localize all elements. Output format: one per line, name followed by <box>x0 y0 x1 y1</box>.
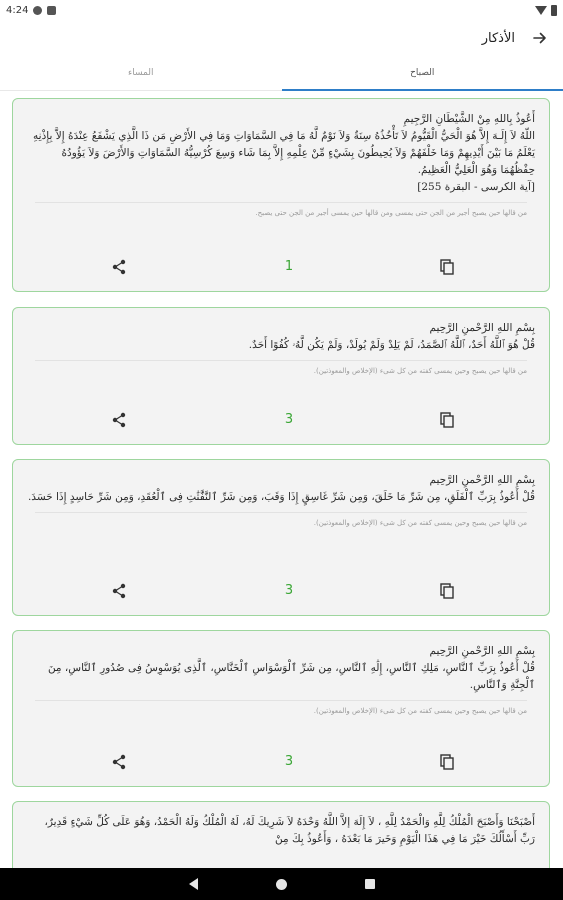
status-bar <box>0 0 563 20</box>
card-actions <box>13 410 549 430</box>
dhikr-card <box>12 307 550 445</box>
tab-evening[interactable] <box>0 56 282 90</box>
tab-bar <box>0 56 563 91</box>
dhikr-virtue: من قالها حين يصبح وحين يمسى كفته من كل شىء (الإخلاص والمعوذتين). <box>313 707 527 715</box>
tab-evening-label: المساء <box>128 68 154 78</box>
system-nav-bar <box>0 868 563 900</box>
page-title: الأذكار <box>481 30 515 46</box>
dhikr-virtue: من قالها حين يصبح أجير من الجن حتى يمسى ومن قالها حين يمسى أجير من الجن حتى يصبح. <box>255 209 527 217</box>
share-button[interactable] <box>109 410 129 430</box>
nav-back-icon[interactable] <box>189 878 198 890</box>
card-actions <box>13 257 549 277</box>
share-icon <box>109 752 129 772</box>
notification-icon <box>33 6 42 15</box>
share-icon <box>109 257 129 277</box>
share-button[interactable] <box>109 752 129 772</box>
copy-button[interactable] <box>437 257 457 277</box>
copy-button[interactable] <box>437 410 457 430</box>
tab-morning-label: الصباح <box>410 68 435 78</box>
dhikr-text: أَصْبَحْنَا وَأَصْبَحَ الْمُلْكُ لِلَّهِ وَالْحَمْدُ لِلَّهِ ، لاَ إِلَهَ إلاَّ اللَّهُ وَحْدَهُ لاَ شَرِيكَ لَهُ، لَهُ الْمُلْكُ وَلَهُ الْحَمْدُ، وَهُوَ عَلَى كُلِّ شَيْءٍ قَدِيرٌ، رَبِّ أَسْأَلُكَ خَيْرَ مَا فِي هَذَا الْيَوْمِ وَخَيرَ مَا بَعْدَهُ ، وَأَعُوذُ بِكَ مِنْ <box>44 816 535 845</box>
dhikr-text: بِسْمِ اللهِ الرَّحْمنِ الرَّحِيم قُلْ أَعُوذُ بِرَبِّ ٱلنَّاسِ، مَلِكِ ٱلنَّاسِ، إِلَٰهِ ٱلنَّاسِ، مِن شَرِّ ٱلْوَسْوَاسِ ٱلْخَنَّاسِ، ٱلَّذِى يُوَسْوِسُ فِى صُدُورِ ٱلنَّاسِ، مِنَ ٱلْجِنَّةِ وَٱلنَّاسِ. <box>47 645 535 691</box>
dhikr-card <box>12 459 550 616</box>
repeat-counter[interactable]: 1 <box>284 259 294 274</box>
nav-home-icon[interactable] <box>276 879 287 890</box>
battery-icon <box>551 5 557 16</box>
repeat-counter[interactable]: 3 <box>284 754 294 769</box>
wifi-icon <box>535 6 547 15</box>
copy-button[interactable] <box>437 752 457 772</box>
status-time: 4:24 <box>6 4 29 16</box>
nav-recents-icon[interactable] <box>365 879 375 889</box>
dhikr-card <box>12 630 550 787</box>
dhikr-text: بِسْمِ اللهِ الرَّحْمنِ الرَّحِيم قُلْ أَعُوذُ بِرَبِّ ٱلْفَلَقِ، مِن شَرِّ مَا خَلَقَ، وَمِن شَرِّ غَاسِقٍ إِذَا وَقَبَ، وَمِن شَرِّ ٱلنَّفَّٰثَٰتِ فِى ٱلْعُقَدِ، وَمِن شَرِّ حَاسِدٍ إِذَا حَسَدَ. <box>27 474 535 503</box>
copy-icon <box>437 410 457 430</box>
repeat-counter[interactable]: 3 <box>284 583 294 598</box>
arrow-right-icon <box>533 31 547 45</box>
share-icon <box>109 581 129 601</box>
dhikr-text: بِسْمِ اللهِ الرَّحْمنِ الرَّحِيم قُلْ هُوَ ٱللَّهُ أَحَدٌ، ٱللَّهُ ٱلصَّمَدُ، لَمْ يَلِدْ وَلَمْ يُولَدْ، وَلَمْ يَكُن لَّهُۥ كُفُوًا أَحَدٌ. <box>248 322 535 351</box>
card-actions <box>13 581 549 601</box>
dhikr-virtue: من قالها حين يصبح وحين يمسى كفته من كل شىء (الإخلاص والمعوذتين). <box>313 519 527 527</box>
back-button[interactable] <box>529 27 551 49</box>
card-actions <box>13 752 549 772</box>
copy-icon <box>437 752 457 772</box>
share-button[interactable] <box>109 581 129 601</box>
sim-icon <box>47 6 56 15</box>
dhikr-card <box>12 801 550 868</box>
share-button[interactable] <box>109 257 129 277</box>
tab-morning[interactable] <box>282 56 563 90</box>
copy-icon <box>437 257 457 277</box>
share-icon <box>109 410 129 430</box>
adhkar-list[interactable] <box>0 90 563 868</box>
dhikr-card <box>12 98 550 292</box>
dhikr-text: أَعُوذُ بِاللهِ مِنْ الشَّيْطَانِ الرَّجِيمِ اللّهُ لاَ إِلَـهَ إِلاَّ هُوَ الْحَيُّ الْقَيُّومُ لاَ تَأْخُذُهُ سِنَةٌ وَلاَ نَوْمٌ لَّهُ مَا فِي السَّمَاوَاتِ وَمَا فِي الأَرْضِ مَن ذَا الَّذِي يَشْفَعُ عِنْدَهُ إِلاَّ بِإِذْنِهِ يَعْلَمُ مَا بَيْنَ أَيْدِيهِمْ وَمَا خَلْفَهُمْ وَلاَ يُحِيطُونَ بِشَيْءٍ مِّنْ عِلْمِهِ إِلاَّ بِمَا شَاء وَسِعَ كُرْسِيُّهُ السَّمَاوَاتِ وَالأَرْضَ وَلاَ يَؤُودُهُ حِفْظُهُمَا وَهُوَ الْعَلِيُّ الْعَظِيمُ. [آية الكرسى - البقرة 255] <box>33 113 535 193</box>
copy-button[interactable] <box>437 581 457 601</box>
app-bar <box>0 20 563 56</box>
dhikr-virtue: من قالها حين يصبح وحين يمسى كفته من كل شىء (الإخلاص والمعوذتين). <box>313 367 527 375</box>
repeat-counter[interactable]: 3 <box>284 412 294 427</box>
copy-icon <box>437 581 457 601</box>
